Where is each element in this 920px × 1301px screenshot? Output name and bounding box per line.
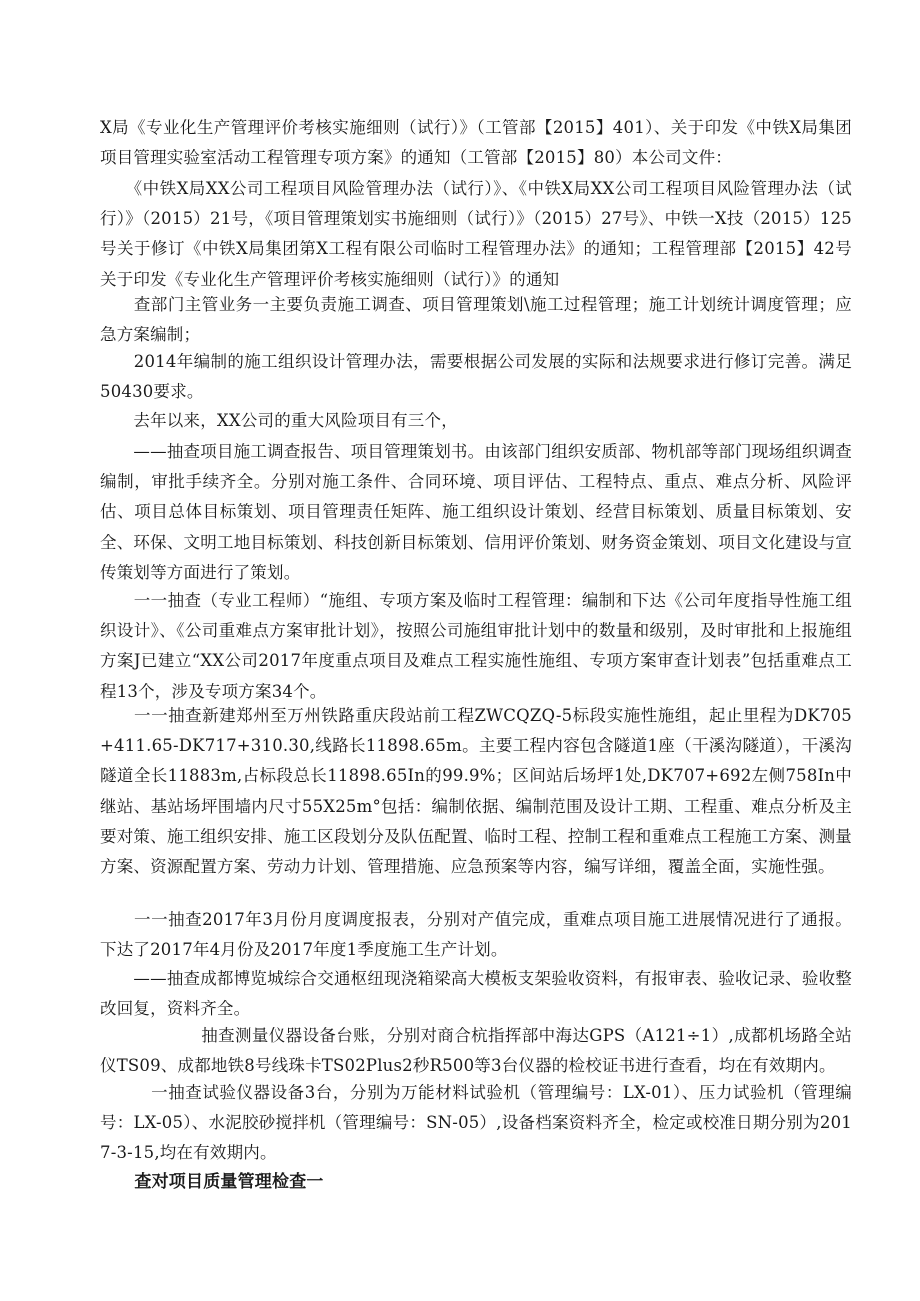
paragraph-references: X局《专业化生产管理评价考核实施细则（试行）》（工管部【2015】401）、关于印发《中铁X局集团项目管理实验室活动工程管理专项方案》的通知（工管部【2015】80）本公司文件： xyxy=(100,118,852,168)
paragraph-survey-report-check: ——抽查项目施工调查报告、项目管理策划书。由该部门组织安质部、物机部等部门现场组织调查编制，审批手续齐全。分别对施工条件、合同环境、项目评估、工程特点、重点、难点分析、风险评估、项目总体目标策划、项目管理责任矩阵、施工组织设计策划、经营目标策划、质量目标策划、安全、环保、文明工地目标策划、科技创新目标策划、信用评价策划、财务资金策划、项目文化建设与宣传策划等方面进行了策划。 xyxy=(100,442,852,582)
paragraph-test-instrument-check: 一抽查试验仪器设备3台，分别为万能材料试验机（管理编号：LX-01）、压力试验机（管理编号：LX-05）、水泥胶砂搅拌机（管理编号：SN-05）,设备档案资料齐全，检定或校准日期分别为2017-3-15,均在有效期内。 xyxy=(100,1083,852,1163)
section-heading-quality-check: 查对项目质量管理检查一 xyxy=(100,1172,324,1192)
paragraph-company-documents: 《中铁X局XX公司工程项目风险管理办法（试行）》、《中铁X局XX公司工程项目风险管理办法（试行）》（2015）21号，《项目管理策划实书施细则（试行）》（2015）27号》、中铁一X技（2015）125号关于修订《中铁X局集团第X工程有限公司临时工程管理办法》的通知；工程管理部【2015】42号关于印发《专业化生产管理评价考核实施细则（试行）》的通知 xyxy=(100,179,852,289)
paragraph-2014-measures: 2014年编制的施工组织设计管理办法，需要根据公司发展的实际和法规要求进行修订完善。满足50430要求。 xyxy=(100,352,852,402)
paragraph-formwork-check: ——抽查成都博览城综合交通枢纽现浇箱梁高大模板支架验收资料，有报审表、验收记录、验收整改回复，资料齐全。 xyxy=(100,969,852,1019)
paragraph-department-duties: 查部门主管业务一主要负责施工调查、项目管理策划\施工过程管理；施工计划统计调度管理；应急方案编制； xyxy=(100,295,852,345)
paragraph-survey-instrument-check: 抽查测量仪器设备台账，分别对商合杭指挥部中海达GPS（A121÷1）,成都机场路全站仪TS09、成都地铁8号线珠卡TS02Plus2秒R500等3台仪器的检校证书进行查看，均在有效期内。 xyxy=(100,1026,852,1076)
paragraph-monthly-report-check: 一一抽查2017年3月份月度调度报表，分别对产值完成，重难点项目施工进展情况进行了通报。下达了2017年4月份及2017年度1季度施工生产计划。 xyxy=(100,910,852,960)
paragraph-zhengwan-railway-check: 一一抽查新建郑州至万州铁路重庆段站前工程ZWCQZQ-5标段实施性施组，起止里程为DK705+411.65-DK717+310.30,线路长11898.65m。主要工程内容包含隧道1座（干溪沟隧道），干溪沟隧道全长11883m,占标段总长11898.65In的99.9%；区间站后场坪1处,DK707+692左侧758In中继站、基站场坪围墙内尺寸55X25m°包括：编制依据、编制范围及设计工期、工程重、难点分析及主要对策、施工组织安排、施工区段划分及队伍配置、临时工程、控制工程和重难点工程施工方案、测量方案、资源配置方案、劳动力计划、管理措施、应急预案等内容，编写详细，覆盖全面，实施性强。 xyxy=(100,706,852,877)
paragraph-construction-plan-check: 一一抽查（专业工程师）“施组、专项方案及临时工程管理：编制和下达《公司年度指导性施工组织设计》、《公司重难点方案审批计划》，按照公司施组审批计划中的数量和级别，及时审批和上报施组方案J已建立“XX公司2017年度重点项目及难点工程实施性施组、专项方案审查计划表”包括重难点工程13个，涉及专项方案34个。 xyxy=(100,591,852,701)
paragraph-major-risk-projects: 去年以来，XX公司的重大风险项目有三个， xyxy=(100,411,458,430)
